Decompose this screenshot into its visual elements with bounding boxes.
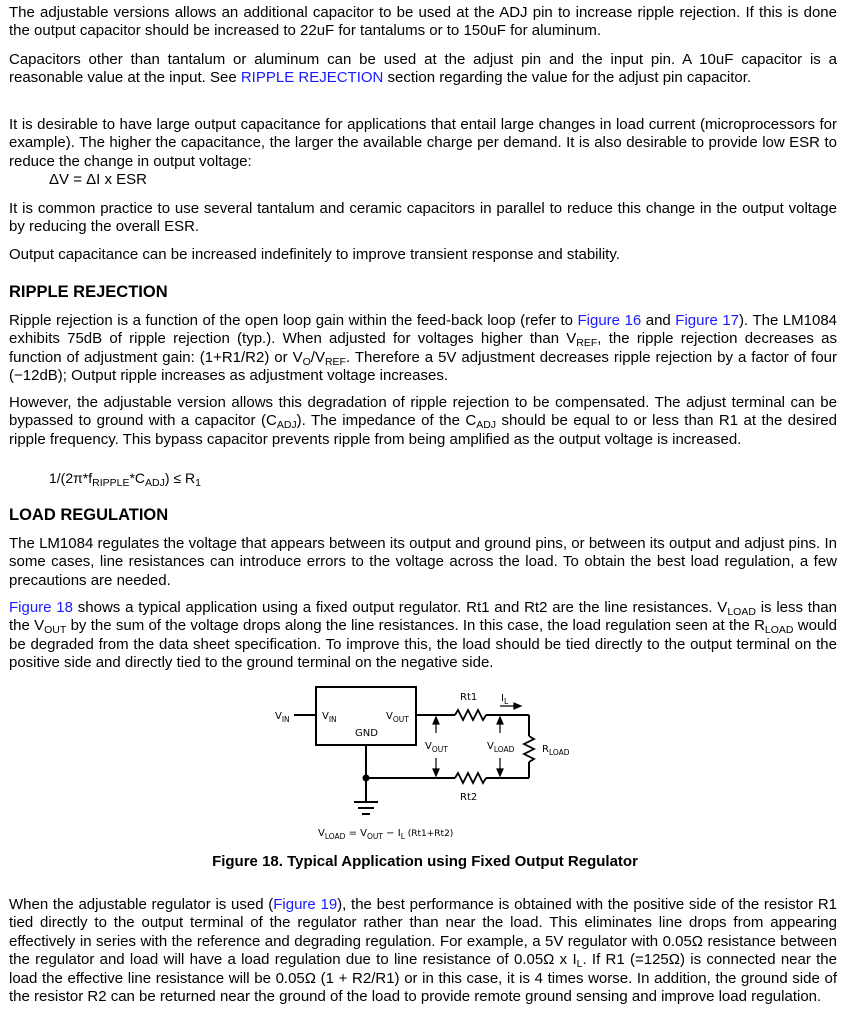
- label-rload: $R_{LOAD}$: [542, 744, 570, 757]
- circuit-diagram: [260, 680, 590, 850]
- paragraph-other-capacitors: Capacitors other than tantalum or aluminum can be used at the adjust pin and the input pin. A 10uF capacitor is a reasonable value at the input. See RIPPLE REJECTION section regarding the value for the adjust pin capacitor.: [9, 51, 837, 87]
- label-rt2: Rt2: [460, 792, 478, 803]
- label-vin-pin: $V_{IN}$: [322, 711, 337, 724]
- label-il: $I_L$: [501, 693, 509, 706]
- link-figure-17[interactable]: Figure 17: [675, 312, 740, 329]
- label-gnd: GND: [355, 728, 378, 739]
- paragraph-ripple-1: Ripple rejection is a function of the open loop gain within the feed-back loop (refer to Figure 16 and Figure 17). The LM1084 exhibits 75dB of ripple rejection (typ.). When adjusted for voltages higher than $V_{REF}$, the ripple rejection decreases as function of adjustment gain: (1+R1/R2) or $V_O/V_{REF}$. Therefore a 5V adjustment decreases ripple rejection by a factor of four (−12dB); Output ripple increases as adjustment voltage increases.: [9, 312, 838, 385]
- paragraph-load-1: The LM1084 regulates the voltage that appears between its output and ground pins, or between its output and adjust pins. In some cases, line resistances can introduce errors to the voltage across the load. To obtain the best load regulation, a few precautions are needed.: [9, 535, 837, 589]
- paragraph-load-2: Figure 18 shows a typical application using a fixed output regulator. Rt1 and Rt2 are the line resistances. $V_{LOAD}$ is less than the $V_{OUT}$ by the sum of the voltage drops along the line resistances. In this case, the load regulation seen at the $R_{LOAD}$ would be degraded from the data sheet specification. To improve this, the load should be tied directly to the output terminal on the positive side and directly tied to the ground terminal on the negative side.: [9, 599, 837, 672]
- link-ripple-rejection[interactable]: RIPPLE REJECTION: [240, 69, 384, 87]
- label-rt1: Rt1: [460, 692, 478, 703]
- link-figure-19[interactable]: Figure 19: [273, 896, 338, 913]
- heading-ripple-rejection: RIPPLE REJECTION: [9, 283, 168, 301]
- paragraph-parallel-capacitors: It is common practice to use several tantalum and ceramic capacitors in parallel to reduce this change in the output voltage by reducing the overall ESR.: [9, 200, 837, 236]
- label-formula: $V_{LOAD} = V_{OUT} - I_L$ (Rt1+Rt2): [318, 828, 454, 841]
- label-vout-pin: $V_{OUT}$: [386, 711, 409, 724]
- equation-delta-v: ΔV = ΔI x ESR: [49, 171, 147, 188]
- figure-caption: Figure 18. Typical Application using Fixed Output Regulator: [212, 853, 638, 870]
- paragraph-output-capacitance: It is desirable to have large output capacitance for applications that entail large changes in load current (microprocessors for example). The higher the capacitance, the larger the available charge per demand. It is also desirable to provide low ESR to reduce the change in output voltage:: [9, 116, 837, 170]
- link-figure-18[interactable]: Figure 18: [9, 599, 73, 616]
- paragraph-adj-capacitor: The adjustable versions allows an additional capacitor to be used at the ADJ pin to increase ripple rejection. If this is done the output capacitor should be increased to 22uF for tantalums or to 150uF for aluminum.: [9, 4, 837, 40]
- junction-dot: [363, 775, 370, 782]
- equation-cadj: $1/(2\pi*f_{RIPPLE}*C_{ADJ}) \le R_1$: [49, 470, 201, 489]
- figure-18-schematic: [260, 680, 590, 850]
- paragraph-ripple-2: However, the adjustable version allows this degradation of ripple rejection to be compensated. The adjust terminal can be bypassed to ground with a capacitor $(C_{ADJ})$. The impedance of the $C_{ADJ}$ should be equal to or less than R1 at the desired ripple frequency. This bypass capacitor prevents ripple from being amplified as the output voltage is increased.: [9, 394, 837, 448]
- label-vin-external: $V_{IN}$: [275, 711, 290, 724]
- label-vout-arrow: $V_{OUT}$: [425, 741, 448, 754]
- paragraph-output-indefinitely: Output capacitance can be increased indefinitely to improve transient response and stability.: [9, 246, 620, 263]
- paragraph-load-3: When the adjustable regulator is used (Figure 19), the best performance is obtained with the positive side of the resistor R1 tied directly to the output terminal of the regulator rather than near the load. This eliminates line drops from appearing effectively in series with the reference and degrading regulation. For example, a 5V regulator with 0.05Ω resistance between the regulator and load will have a load regulation due to line resistance of 0.05Ω x $I_L$. If R1 (=125Ω) is connected near the load the effective line resistance will be 0.05Ω (1 + R2/R1) or in this case, it is 4 times worse. In addition, the ground side of the resistor R2 can be returned near the ground of the load to provide remote ground sensing and improve load regulation.: [9, 896, 837, 1006]
- label-vload-arrow: $V_{LOAD}$: [487, 741, 515, 754]
- link-figure-16[interactable]: Figure 16: [577, 312, 642, 329]
- heading-load-regulation: LOAD REGULATION: [9, 506, 169, 524]
